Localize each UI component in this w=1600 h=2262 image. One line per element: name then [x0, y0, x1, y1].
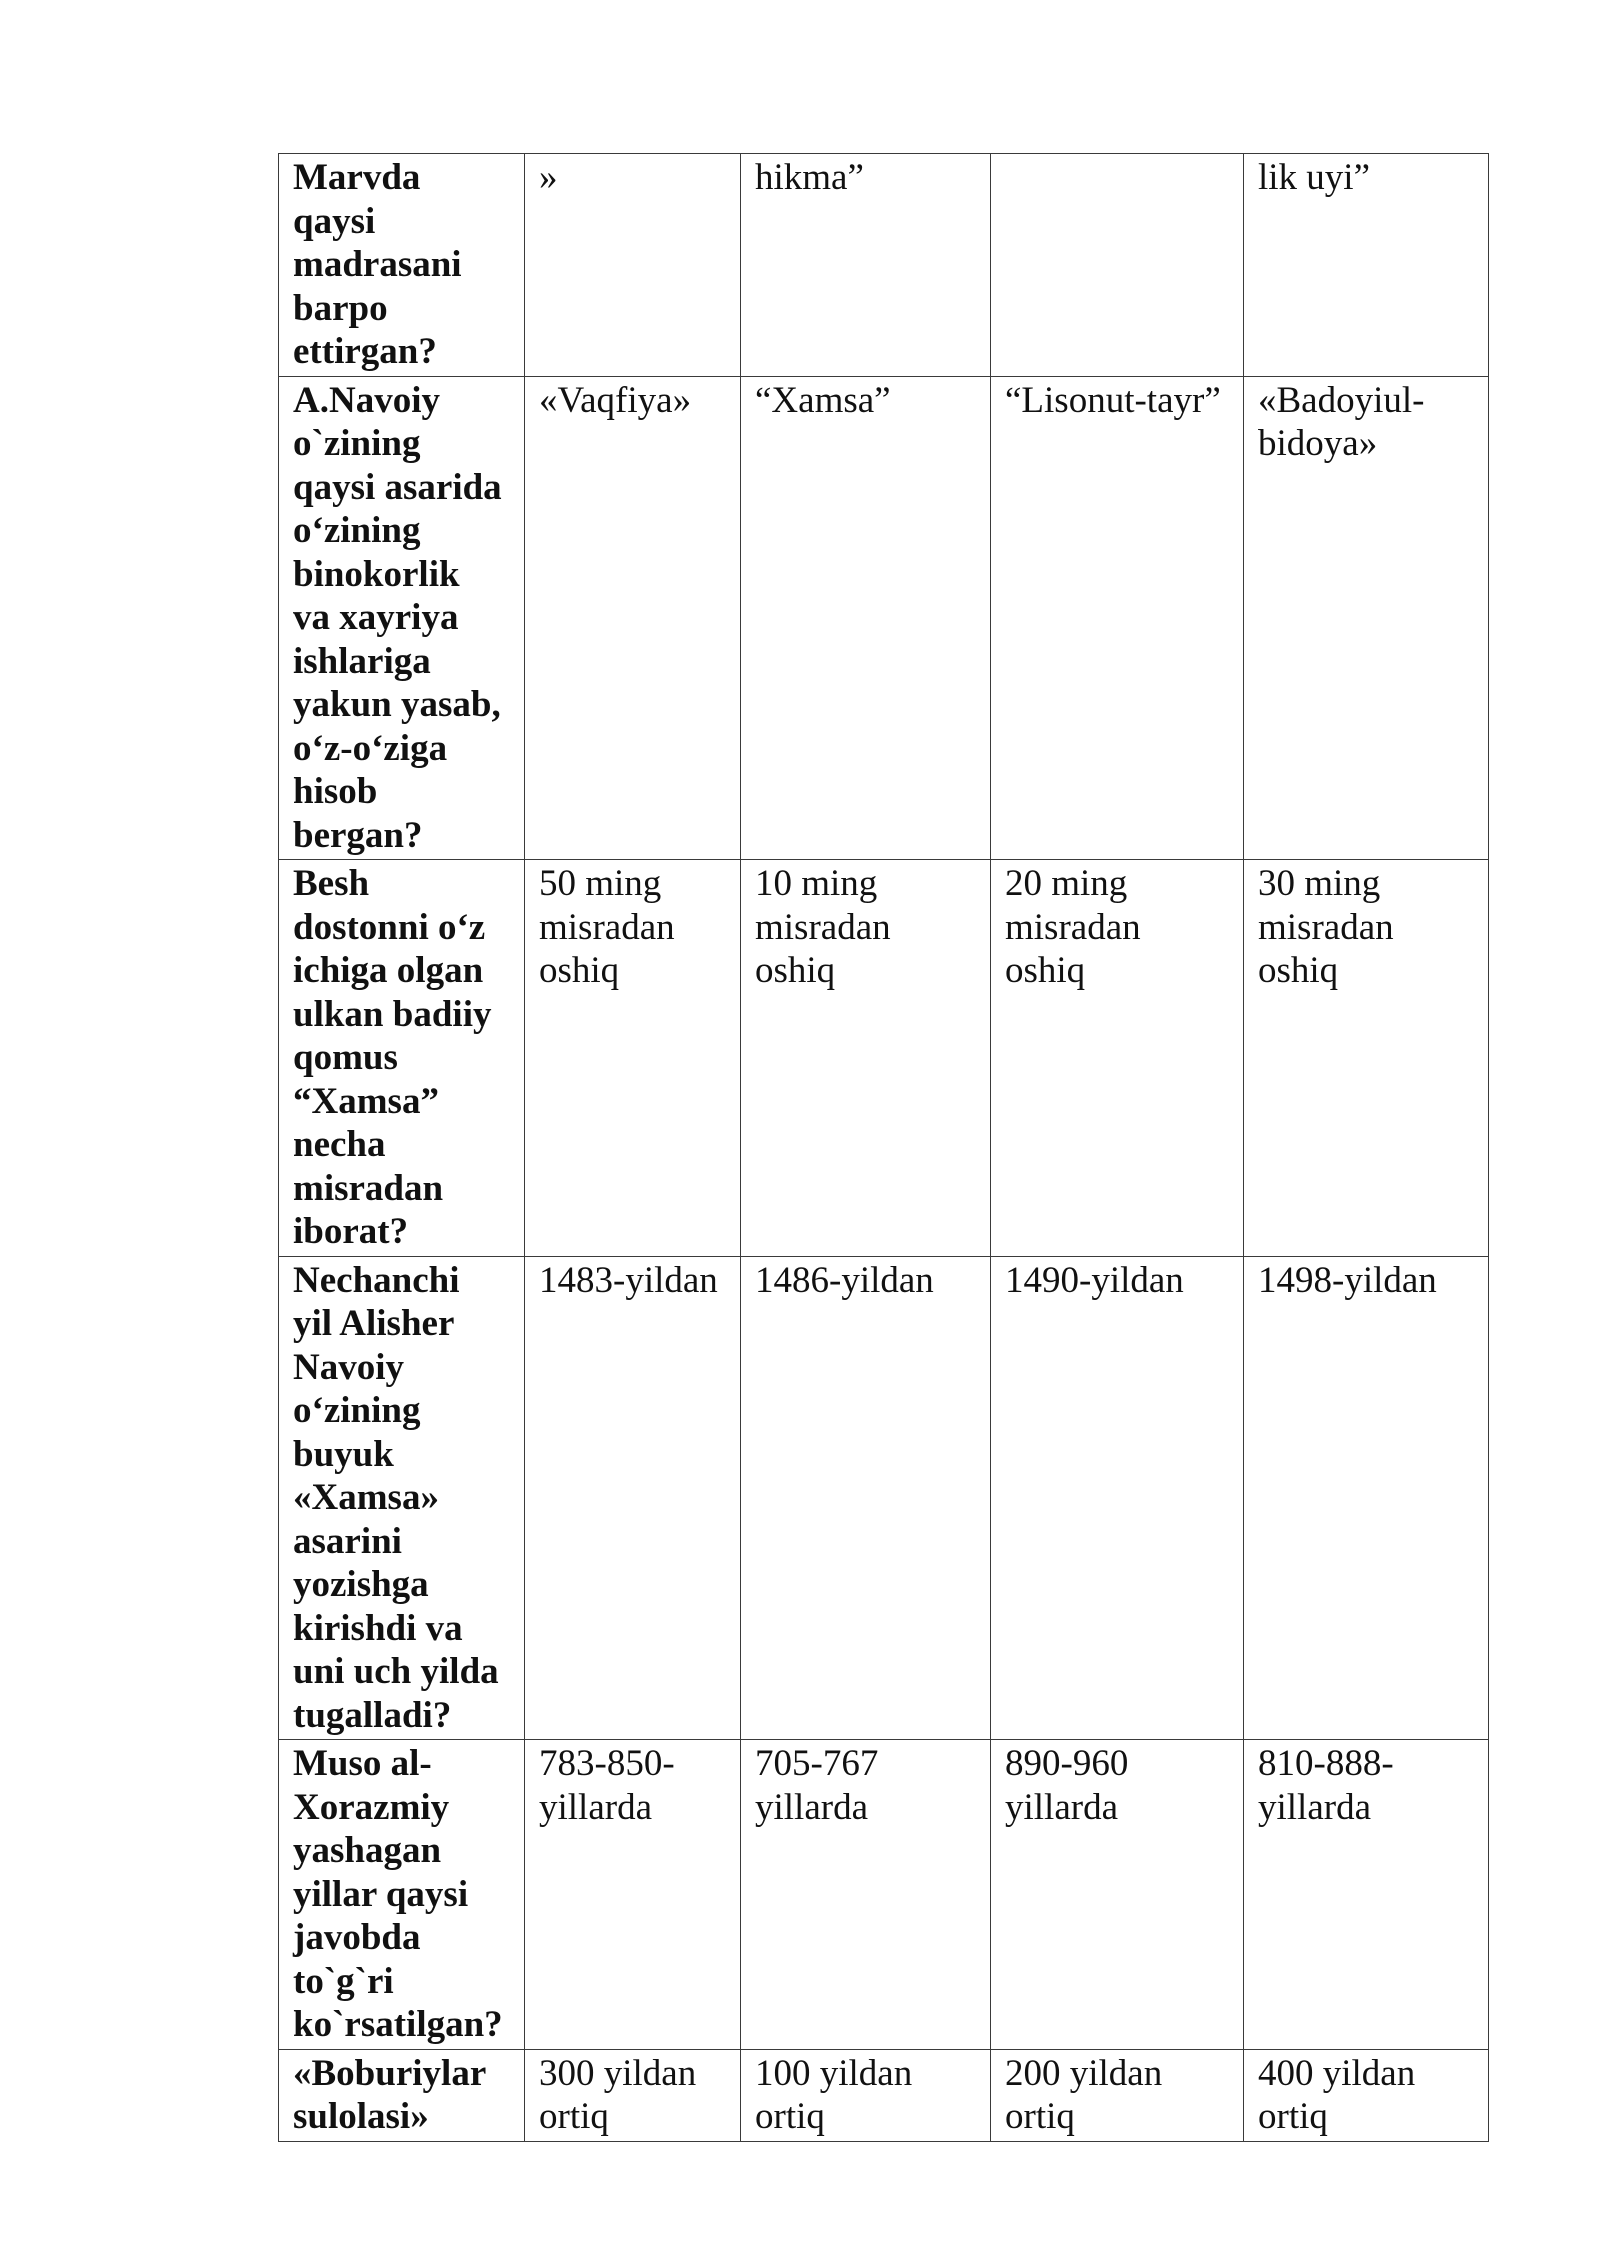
option-c-cell: “Lisonut-tayr”	[991, 376, 1244, 860]
option-d-cell: 1498-yildan	[1244, 1256, 1489, 1740]
table-row	[279, 860, 1489, 1257]
question-cell: Besh dostonni o‘z ichiga olgan ulkan badiiy qomus “Xamsa” necha misradan iborat?	[279, 860, 525, 1257]
table-row	[279, 376, 1489, 860]
option-b-cell: 100 yildan ortiq	[741, 2049, 991, 2141]
option-c-cell: 1490-yildan	[991, 1256, 1244, 1740]
table-row	[279, 1256, 1489, 1740]
option-b-cell: hikma”	[741, 154, 991, 377]
question-cell: A.Navoiy o`zining qaysi asarida o‘zining binokorlik va xayriya ishlariga yakun yasab, o‘z-o‘ziga hisob bergan?	[279, 376, 525, 860]
option-c-cell: 20 ming misradan oshiq	[991, 860, 1244, 1257]
option-a-cell: »	[525, 154, 741, 377]
table-row	[279, 154, 1489, 377]
question-cell: «Boburiylar sulolasi»	[279, 2049, 525, 2141]
option-d-cell: 30 ming misradan oshiq	[1244, 860, 1489, 1257]
option-a-cell: 300 yildan ortiq	[525, 2049, 741, 2141]
option-a-cell: «Vaqfiya»	[525, 376, 741, 860]
option-b-cell: 705-767 yillarda	[741, 1740, 991, 2050]
quiz-table	[278, 153, 1489, 2142]
option-d-cell: «Badoyiul- bidoya»	[1244, 376, 1489, 860]
option-c-cell: 200 yildan ortiq	[991, 2049, 1244, 2141]
question-cell: Nechanchi yil Alisher Navoiy o‘zining buyuk «Xamsa» asarini yozishga kirishdi va uni uch yilda tugalladi?	[279, 1256, 525, 1740]
option-d-cell: lik uyi”	[1244, 154, 1489, 377]
option-b-cell: 10 ming misradan oshiq	[741, 860, 991, 1257]
table-row	[279, 1740, 1489, 2050]
table-row	[279, 2049, 1489, 2141]
option-a-cell: 50 ming misradan oshiq	[525, 860, 741, 1257]
option-c-cell	[991, 154, 1244, 377]
option-a-cell: 1483-yildan	[525, 1256, 741, 1740]
option-d-cell: 810-888- yillarda	[1244, 1740, 1489, 2050]
option-d-cell: 400 yildan ortiq	[1244, 2049, 1489, 2141]
question-cell: Muso al- Xorazmiy yashagan yillar qaysi javobda to`g`ri ko`rsatilgan?	[279, 1740, 525, 2050]
option-a-cell: 783-850- yillarda	[525, 1740, 741, 2050]
option-b-cell: 1486-yildan	[741, 1256, 991, 1740]
option-b-cell: “Xamsa”	[741, 376, 991, 860]
option-c-cell: 890-960 yillarda	[991, 1740, 1244, 2050]
question-cell: Marvda qaysi madrasani barpo ettirgan?	[279, 154, 525, 377]
